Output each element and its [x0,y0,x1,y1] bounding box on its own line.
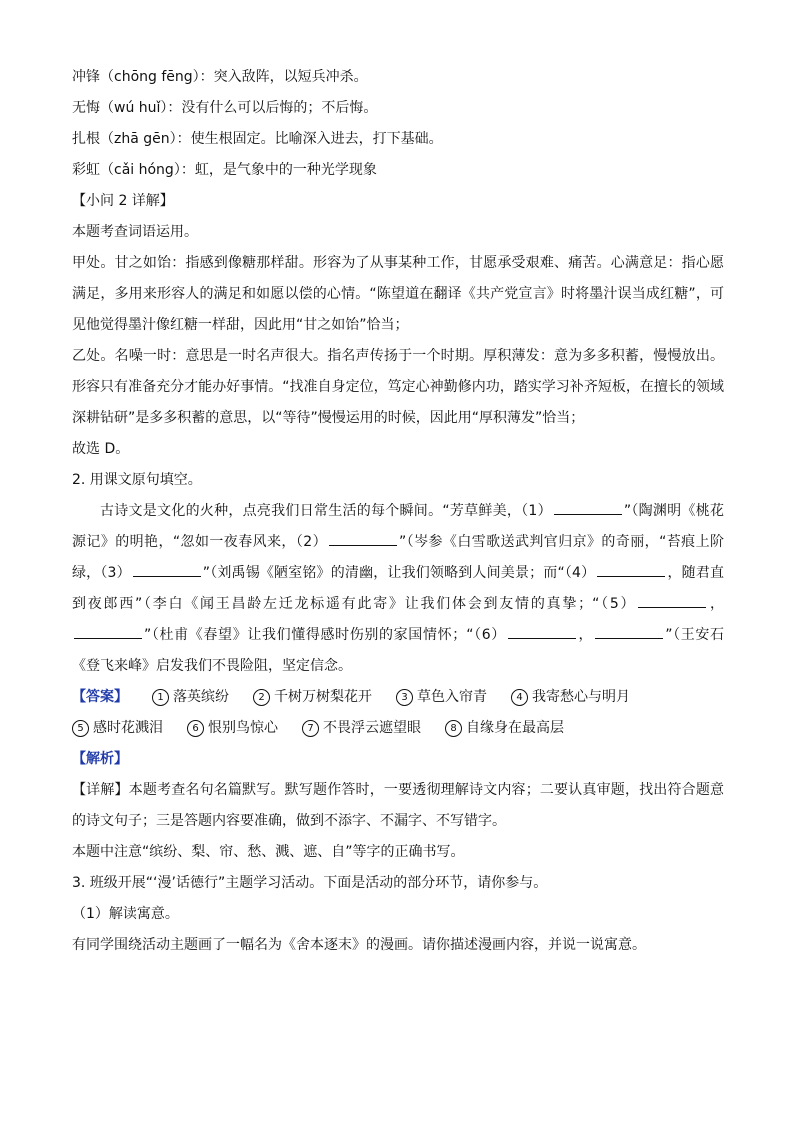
number-circle-icon: 6 [187,720,204,737]
fill-text-1: 古诗文是文化的火种，点亮我们日常生活的每个瞬间。“芳草鲜美，（1） [100,503,552,519]
fill-text-8: ， [577,627,594,643]
vocab-line-3: 扎根（zhā gēn）：使生根固定。比喻深入进去，打下基础。 [72,131,443,147]
number-circle-icon: 3 [396,689,413,706]
answer-text: 自缘身在最高层 [466,720,564,736]
detail-text: 本题考查名句名篇默写。默写题作答时，一要透彻理解诗文内容；二要认真审题，找出符合题意的诗文句子；三是答题内容要准确，做到不添字、不漏字、不写错字。 [72,782,725,829]
blank-5b [74,624,142,639]
q2-intro: 本题考查词语运用。 [72,224,198,240]
answer-item [396,682,487,713]
q2-yi-explanation: 乙处。名噪一时：意思是一时名声很大。指名声传扬于一个时期。厚积薄发：意为多多积蓄，慢慢放出。形容只有准备充分才能办好事情。“找准自身定位，笃定心神勤修内功，踏实学习补齐短板，在擅长的领域深耕钻研”是多多积蓄的意思，以“等待”慢慢运用的时候，因此用“厚积薄发”恰当； [72,348,724,426]
answer-item [187,713,278,744]
answer-text: 我寄愁心与明月 [532,689,630,705]
q3-sub-question: （1）解读寓意。 [72,906,179,922]
number-circle-icon: 4 [511,689,528,706]
q3-task: 有同学围绕活动主题画了一幅名为《舍本逐末》的漫画。请你描述漫画内容，并说一说寓意。 [72,937,646,953]
detail-label: 【详解】 [72,782,129,798]
q2-detail-heading: 【小问 2 详解】 [72,193,174,209]
answer-text: 草色入帘青 [417,689,487,705]
answer-text: 落英缤纷 [173,689,229,705]
vocab-line-2: 无悔（wú huǐ）：没有什么可以后悔的；不后悔。 [72,100,378,116]
answer-item [253,682,372,713]
answer-label: 【答案】 [72,689,128,705]
fill-text-7: ”（杜甫《春望》让我们懂得感时伤别的家国情怀；“（6） [144,627,506,643]
q2-choice: 故选 D。 [72,441,130,457]
fill-text-3: ”（岑参《白雪歌送武判官归京》的奇丽，“苔痕上阶绿，（3） [72,534,724,581]
q2-jia-explanation: 甲处。甘之如饴：指感到像糖那样甜。形容为了从事某种工作，甘愿承受艰难、痛苦。心满意足：指心愿满足，多用来形容人的满足和如愿以偿的心情。“陈望道在翻译《共产党宣言》时将墨汁误当成红糖”，可见他觉得墨汁像红糖一样甜，因此用“甘之如饴”恰当； [72,255,724,333]
answer-text: 千树万树梨花开 [274,689,372,705]
blank-6b [595,624,663,639]
number-circle-icon: 1 [152,689,169,706]
note-line: 本题中注意“缤纷、梨、帘、愁、溅、遮、自”等字的正确书写。 [72,844,465,860]
fill-text-4: ”（刘禹锡《陋室铭》的清幽，让我们领略到人间美景；而“（4） [202,565,596,581]
fill-question-title: 2. 用课文原句填空。 [72,472,202,488]
fill-text-6: ， [708,596,725,612]
answer-row [72,682,724,744]
vocab-line-4: 彩虹（cǎi hóng）：虹，是气象中的一种光学现象 [72,162,377,178]
answer-text: 恨别鸟惊心 [208,720,278,736]
blank-3 [133,562,201,577]
answer-item [302,713,421,744]
number-circle-icon: 2 [253,689,270,706]
answer-item [72,713,163,744]
number-circle-icon: 7 [302,720,319,737]
answer-item [511,682,630,713]
blank-4 [597,562,665,577]
number-circle-icon: 8 [445,720,462,737]
vocab-line-1: 冲锋（chōng fēng）：突入敌阵，以短兵冲杀。 [72,69,368,85]
answer-item [445,713,564,744]
fill-text-9: ”（王安石《登飞来峰》启发我们不畏险阻，坚定信念。 [72,627,724,674]
q3-title: 3. 班级开展“‘漫’话德行”主题学习活动。下面是活动的部分环节，请你参与。 [72,875,548,891]
detail-paragraph [72,775,724,837]
blank-1 [554,500,622,515]
answer-item [152,682,229,713]
blank-5a [638,593,706,608]
answer-text: 不畏浮云遮望眼 [323,720,421,736]
analysis-label: 【解析】 [72,751,128,767]
fill-question-body [72,496,724,682]
number-circle-icon: 5 [72,720,89,737]
blank-6a [508,624,576,639]
blank-2 [329,531,397,546]
document-page [72,62,724,961]
fill-text-2: ”（陶渊明《桃花源记》的明艳，“忽如一夜春风来，（2） [72,503,724,550]
fill-text-5: ，随君直到夜郎西”（李白《闻王昌龄左迁龙标遥有此寄》让我们体会到友情的真挚；“（5） [72,565,724,612]
answer-text: 感时花溅泪 [93,720,163,736]
